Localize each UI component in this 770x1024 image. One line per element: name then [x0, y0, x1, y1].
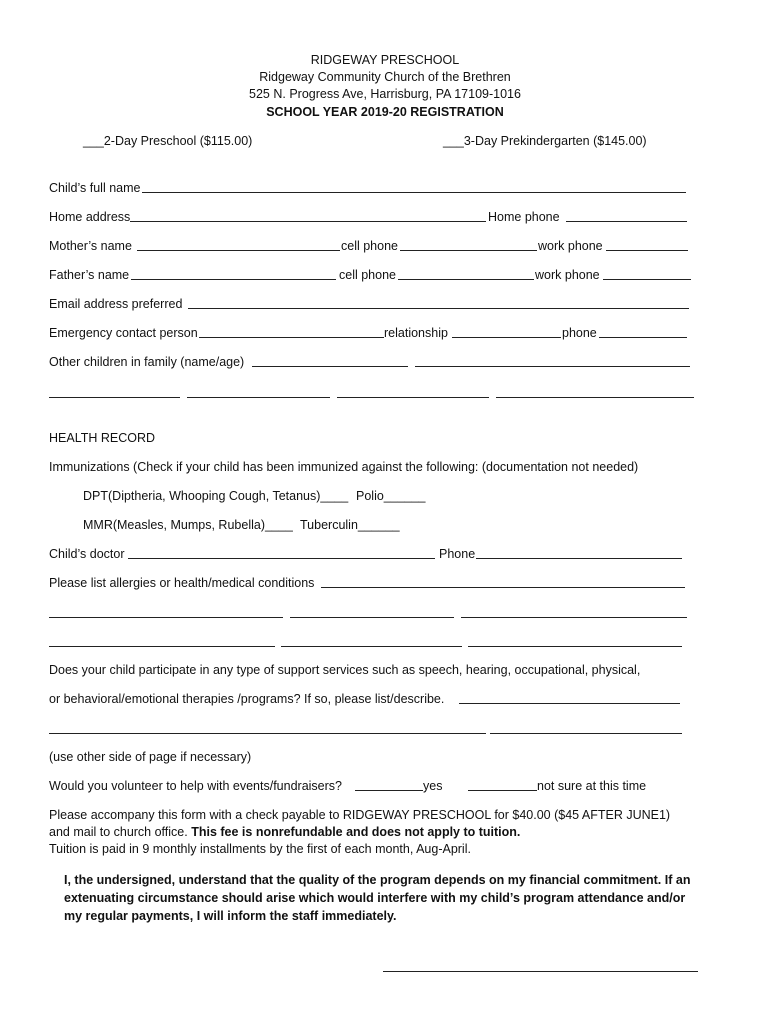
payment-line-2: [49, 824, 699, 841]
relationship-line[interactable]: [452, 337, 561, 338]
dpt-checkbox[interactable]: DPT(Diptheria, Whooping Cough, Tetanus)____: [83, 489, 349, 503]
doctor-line[interactable]: [128, 558, 435, 559]
allergies-line[interactable]: [321, 587, 685, 588]
mother-work-line[interactable]: [606, 250, 688, 251]
payment-line-1: Please accompany this form with a check payable to RIDGEWAY PRESCHOOL for $40.00 ($45 AFTER JUNE1): [49, 808, 671, 822]
tuberculin-checkbox[interactable]: Tuberculin______: [300, 518, 400, 532]
allergies-line-2c[interactable]: [461, 617, 687, 618]
mmr-checkbox[interactable]: MMR(Measles, Mumps, Rubella)____: [83, 518, 293, 532]
volunteer-yes-label: yes: [423, 779, 443, 793]
emergency-contact-label: Emergency contact person: [49, 326, 198, 340]
immunizations-instruction: Immunizations (Check if your child has been immunized against the following: (documentation not needed): [49, 460, 639, 474]
school-name: RIDGEWAY PRESCHOOL: [310, 53, 460, 67]
email-label: Email address preferred: [49, 297, 183, 311]
mother-cell-label: cell phone: [341, 239, 398, 253]
other-children-line-5[interactable]: [337, 397, 489, 398]
father-name-label: Father’s name: [49, 268, 130, 282]
other-children-line-4[interactable]: [187, 397, 330, 398]
allergies-line-3b[interactable]: [281, 646, 462, 647]
allergies-line-3a[interactable]: [49, 646, 275, 647]
support-services-describe: or behavioral/emotional therapies /programs? If so, please list/describe.: [49, 692, 445, 706]
payment-mail-text: and mail to church office.: [49, 825, 188, 839]
email-line[interactable]: [188, 308, 689, 309]
father-work-label: work phone: [535, 268, 600, 282]
mother-cell-line[interactable]: [400, 250, 537, 251]
volunteer-yes-line[interactable]: [355, 790, 423, 791]
child-name-label: Child’s full name: [49, 181, 141, 195]
payment-line-3: Tuition is paid in 9 monthly installments by the first of each month, Aug-April.: [49, 842, 471, 856]
support-services-line[interactable]: [459, 703, 680, 704]
other-children-line-1[interactable]: [252, 366, 408, 367]
option-2-day-preschool[interactable]: ___2-Day Preschool ($115.00): [83, 134, 253, 148]
volunteer-not-sure-label: not sure at this time: [537, 779, 647, 793]
home-address-line[interactable]: [130, 221, 486, 222]
health-record-heading: HEALTH RECORD: [49, 431, 156, 445]
other-children-line-6[interactable]: [496, 397, 694, 398]
payment-nonrefundable-text: This fee is nonrefundable and does not apply to tuition.: [191, 825, 521, 839]
volunteer-not-sure-line[interactable]: [468, 790, 537, 791]
mother-work-label: work phone: [538, 239, 603, 253]
church-address: 525 N. Progress Ave, Harrisburg, PA 17109-1016: [249, 87, 521, 101]
other-children-label: Other children in family (name/age): [49, 355, 245, 369]
form-title: SCHOOL YEAR 2019-20 REGISTRATION: [266, 105, 504, 119]
emergency-contact-line[interactable]: [199, 337, 384, 338]
option-3-day-prekindergarten[interactable]: ___3-Day Prekindergarten ($145.00): [443, 134, 647, 148]
home-address-label: Home address: [49, 210, 131, 224]
allergies-line-2a[interactable]: [49, 617, 283, 618]
emergency-phone-label: phone: [562, 326, 597, 340]
support-services-line-2a[interactable]: [49, 733, 486, 734]
father-cell-label: cell phone: [339, 268, 396, 282]
child-name-line[interactable]: [142, 192, 686, 193]
polio-checkbox[interactable]: Polio______: [356, 489, 426, 503]
doctor-phone-label: Phone: [439, 547, 476, 561]
doctor-label: Child’s doctor: [49, 547, 125, 561]
mother-name-label: Mother’s name: [49, 239, 132, 253]
other-children-line-3[interactable]: [49, 397, 180, 398]
father-work-line[interactable]: [603, 279, 691, 280]
allergies-label: Please list allergies or health/medical conditions: [49, 576, 315, 590]
emergency-phone-line[interactable]: [599, 337, 687, 338]
allergies-line-3c[interactable]: [468, 646, 682, 647]
support-services-line-2b[interactable]: [490, 733, 682, 734]
father-cell-line[interactable]: [398, 279, 534, 280]
home-phone-label: Home phone: [488, 210, 560, 224]
doctor-phone-line[interactable]: [476, 558, 682, 559]
home-phone-line[interactable]: [566, 221, 687, 222]
church-name: Ridgeway Community Church of the Brethren: [259, 70, 511, 84]
payment-instructions: [49, 807, 699, 858]
relationship-label: relationship: [384, 326, 448, 340]
signature-line[interactable]: [383, 971, 698, 972]
mother-name-line[interactable]: [137, 250, 340, 251]
other-side-note: (use other side of page if necessary): [49, 750, 252, 764]
allergies-line-2b[interactable]: [290, 617, 454, 618]
volunteer-question: Would you volunteer to help with events/fundraisers?: [49, 779, 342, 793]
agreement-statement: I, the undersigned, understand that the quality of the program depends on my financial commitment. If an extenuating circumstance should arise which would interfere with my child’s program attendance and/or my regular payments, I will inform the staff immediately.: [64, 873, 691, 923]
other-children-line-2[interactable]: [415, 366, 690, 367]
support-services-question: Does your child participate in any type of support services such as speech, hearing, occupational, physical,: [49, 663, 641, 677]
father-name-line[interactable]: [131, 279, 336, 280]
